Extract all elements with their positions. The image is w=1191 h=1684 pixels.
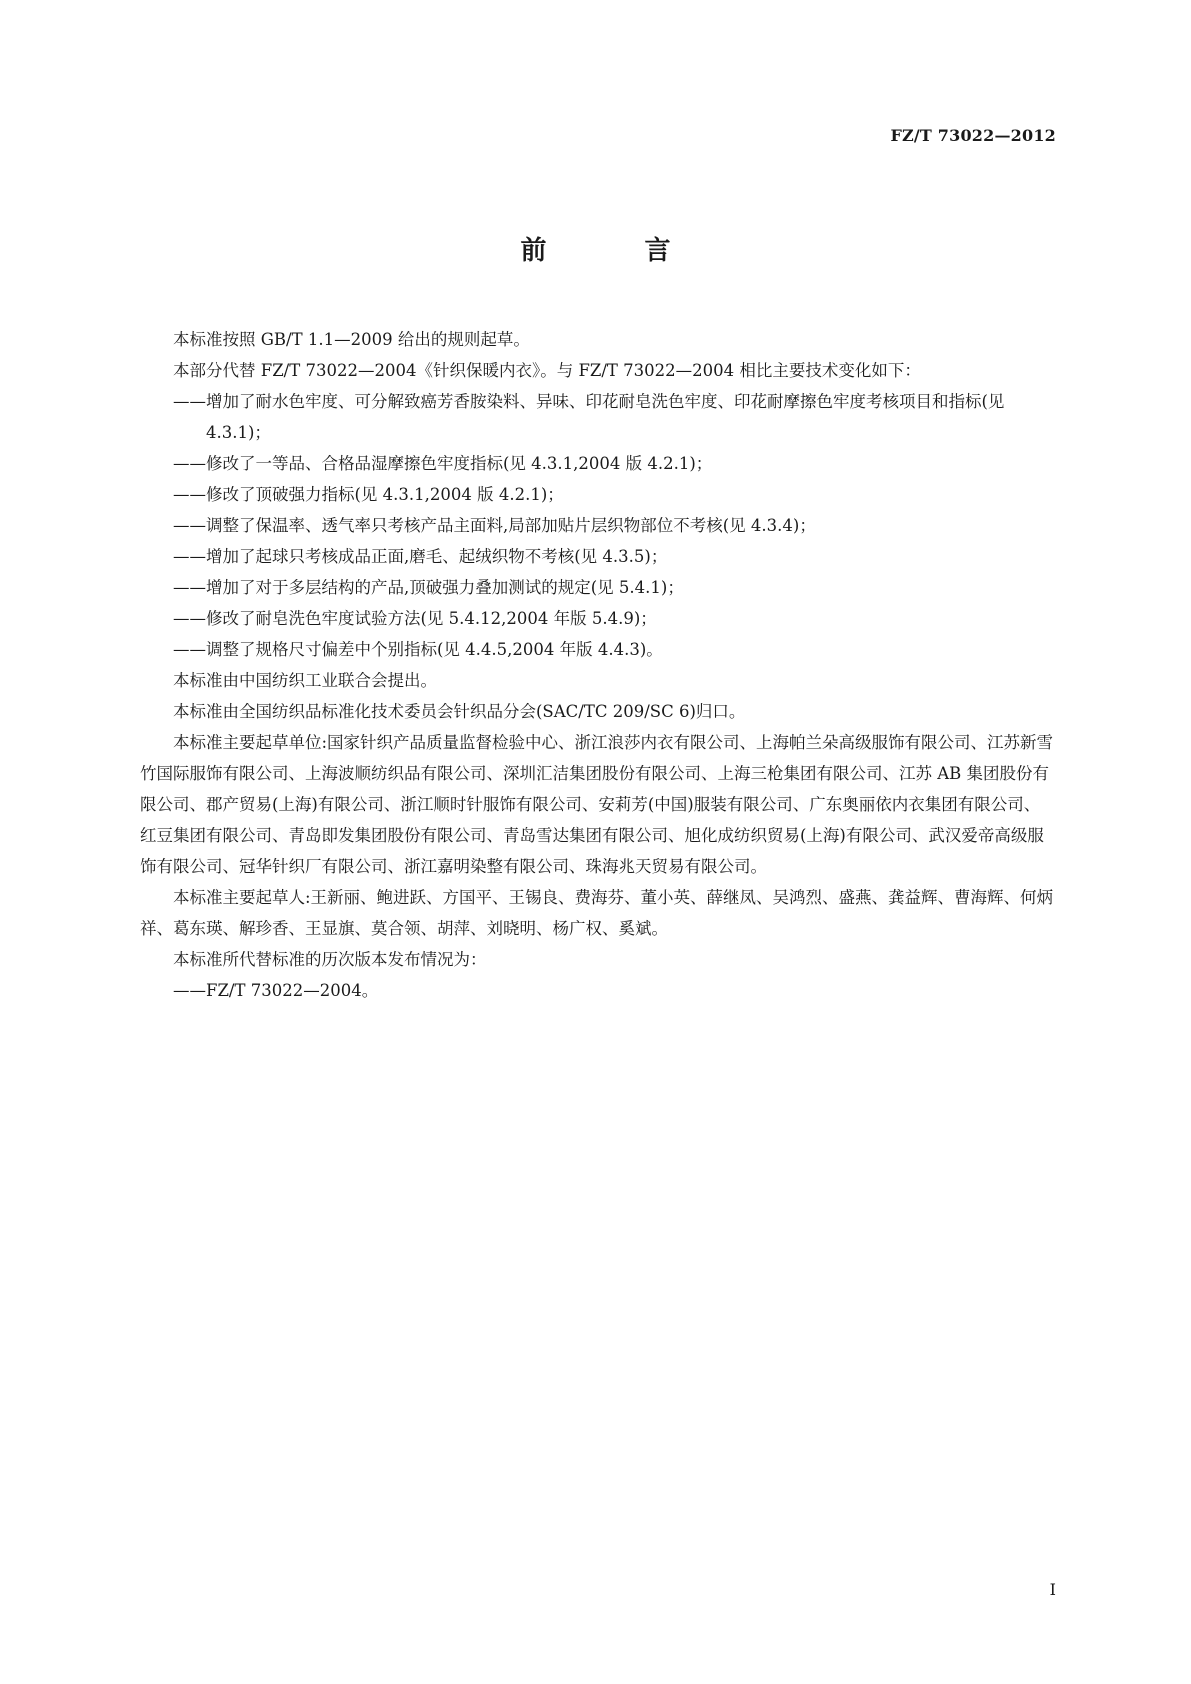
paragraph-history-intro: 本标准所代替标准的历次版本发布情况为： bbox=[173, 950, 487, 969]
change-item: ——增加了起球只考核成品正面,磨毛、起绒织物不考核(见 4.3.5)； bbox=[173, 547, 668, 566]
change-item: ——调整了规格尺寸偏差中个别指标(见 4.4.5,2004 年版 4.4.3)。 bbox=[173, 640, 663, 659]
change-item: ——修改了一等品、合格品湿摩擦色牢度指标(见 4.3.1,2004 版 4.2.1)； bbox=[173, 454, 713, 473]
change-item: ——增加了耐水色牢度、可分解致癌芳香胺染料、异味、印花耐皂洗色牢度、印花耐摩擦色牢度考核项目和指标(见 4.3.1)； bbox=[173, 392, 1005, 442]
paragraph-drafters: 本标准主要起草人:王新丽、鲍进跃、方国平、王锡良、费海芬、董小英、薛继凤、吴鸿烈、盛燕、龚益辉、曹海辉、何炳祥、葛东瑛、解珍香、王显旗、莫合领、胡萍、刘晓明、杨广权、奚斌。 bbox=[140, 888, 1054, 938]
page-title: 前 言 bbox=[520, 236, 707, 266]
page-number: I bbox=[1049, 1580, 1056, 1599]
change-item: ——修改了顶破强力指标(见 4.3.1,2004 版 4.2.1)； bbox=[173, 485, 564, 504]
paragraph-drafting-units: 本标准主要起草单位:国家针织产品质量监督检验中心、浙江浪莎内衣有限公司、上海帕兰朵高级服饰有限公司、江苏新雪竹国际服饰有限公司、上海波顺纺织品有限公司、深圳汇洁集团股份有限公司、上海三枪集团有限公司、江苏 AB 集团股份有限公司、郡产贸易(上海)有限公司、浙江顺时针服饰有限公司、安莉芳(中国)服装有限公司、广东奥丽依内衣集团有限公司、红豆集团有限公司、青岛即发集团股份有限公司、青岛雪达集团有限公司、旭化成纺织贸易(上海)有限公司、武汉爱帝高级服饰有限公司、冠华针织厂有限公司、浙江嘉明染整有限公司、珠海兆天贸易有限公司。 bbox=[140, 733, 1054, 876]
paragraph-committee: 本标准由全国纺织品标准化技术委员会针织品分会(SAC/TC 209/SC 6)归口。 bbox=[173, 702, 746, 721]
paragraph-proposer: 本标准由中国纺织工业联合会提出。 bbox=[173, 671, 437, 690]
paragraph-replacement: 本部分代替 FZ/T 73022—2004《针织保暖内衣》。与 FZ/T 73022—2004 相比主要技术变化如下： bbox=[173, 361, 921, 380]
foreword-body bbox=[140, 324, 1054, 1006]
paragraph-drafting-rules: 本标准按照 GB/T 1.1—2009 给出的规则起草。 bbox=[173, 330, 530, 349]
change-item: ——调整了保温率、透气率只考核产品主面料,局部加贴片层织物部位不考核(见 4.3.4)； bbox=[173, 516, 816, 535]
change-item: ——修改了耐皂洗色牢度试验方法(见 5.4.12,2004 年版 5.4.9)； bbox=[173, 609, 657, 628]
paragraph-history-item: ——FZ/T 73022—2004。 bbox=[173, 981, 379, 1000]
standard-code: FZ/T 73022—2012 bbox=[890, 126, 1056, 145]
change-item: ——增加了对于多层结构的产品,顶破强力叠加测试的规定(见 5.4.1)； bbox=[173, 578, 684, 597]
